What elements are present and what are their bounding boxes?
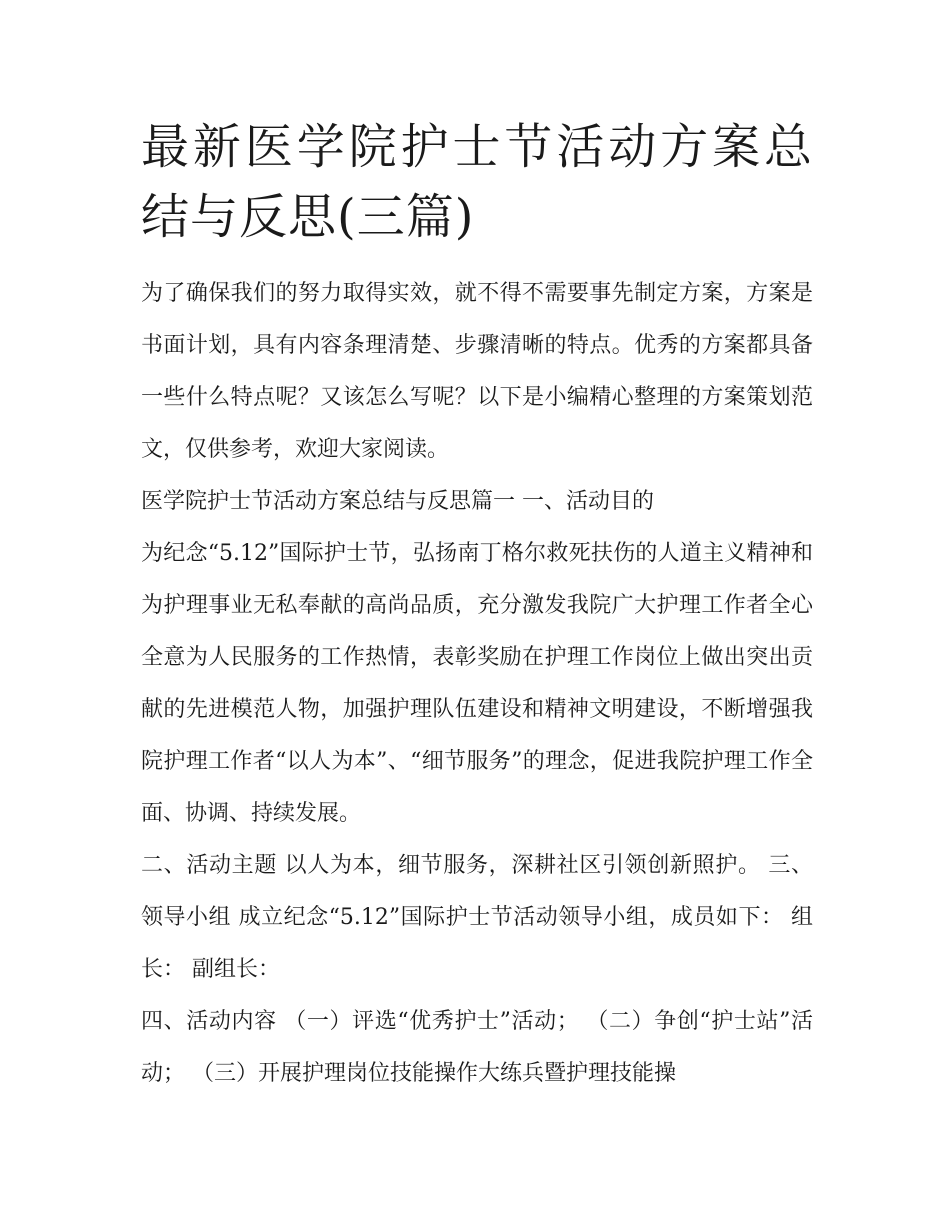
intro-paragraph: 为了确保我们的努力取得实效，就不得不需要事先制定方案，方案是书面计划，具有内容条理清楚、步骤清晰的特点。优秀的方案都具备一些什么特点呢？又该怎么写呢？以下是小编精心整理的方案策划范文，仅供参考，欢迎大家阅读。 bbox=[141, 281, 813, 462]
activity-purpose-paragraph: 为纪念“5.12”国际护士节，弘扬南丁格尔救死扶伤的人道主义精神和为护理事业无私奉献的高尚品质，充分激发我院广大护理工作者全心全意为人民服务的工作热情，表彰奖励在护理工作岗位上做出突出贡献的先进模范人物，加强护理队伍建设和精神文明建设，不断增强我院护理工作者“以人为本”、“细节服务”的理念，促进我院护理工作全面、协调、持续发展。 bbox=[141, 541, 813, 826]
theme-and-leadership-paragraph: 二、活动主题 以人为本，细节服务，深耕社区引领创新照护。 三、领导小组 成立纪念“5.12”国际护士节活动领导小组，成员如下： 组长： 副组长： bbox=[141, 853, 813, 982]
section-heading-activity-purpose: 医学院护士节活动方案总结与反思篇一 一、活动目的 bbox=[141, 489, 654, 514]
document-body bbox=[141, 112, 813, 1100]
activity-content-paragraph: 四、活动内容 （一）评选“优秀护士”活动； （二）争创“护士站”活动； （三）开展护理岗位技能操作大练兵暨护理技能操 bbox=[141, 1009, 813, 1086]
document-title: 最新医学院护士节活动方案总结与反思(三篇) bbox=[141, 119, 813, 245]
